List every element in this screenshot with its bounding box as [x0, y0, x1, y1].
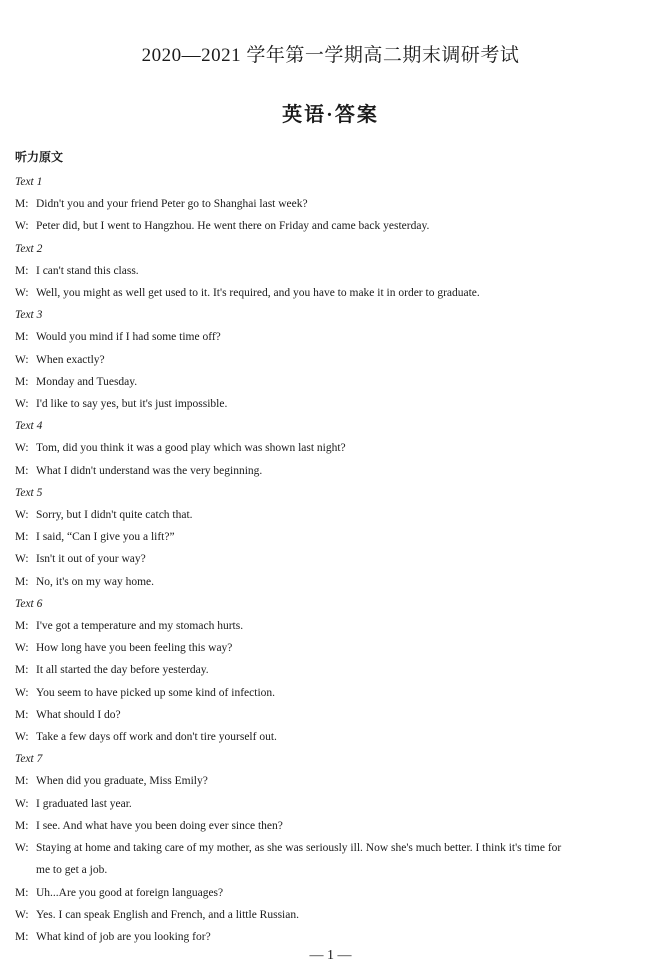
speaker-label: W:: [15, 731, 29, 744]
speaker-label: W:: [15, 442, 29, 455]
speaker-label: M:: [15, 620, 29, 633]
dialogue-line: [15, 215, 650, 237]
speaker-label: M:: [15, 819, 29, 832]
listening-transcript: [15, 149, 650, 948]
utterance-text: No, it's on my way home.: [36, 575, 155, 588]
dialogue-line: [15, 615, 650, 637]
utterance-text: I'd like to say yes, but it's just impossible.: [36, 398, 228, 411]
dialogue-line: [15, 393, 650, 415]
dialogue-line: [15, 726, 650, 748]
text-label: Text 3: [15, 309, 43, 322]
dialogue-line: [15, 682, 650, 704]
utterance-text: It all started the day before yesterday.: [36, 664, 209, 677]
speaker-label: M:: [15, 708, 29, 721]
speaker-label: M:: [15, 331, 29, 344]
dialogue-line: [15, 837, 650, 859]
utterance-text: I see. And what have you been doing ever since then?: [36, 819, 283, 832]
speaker-label: M:: [15, 264, 29, 277]
utterance-text: When exactly?: [36, 353, 105, 366]
speaker-label: W:: [15, 287, 29, 300]
section-title: 听力原文: [15, 150, 64, 164]
speaker-label: M:: [15, 531, 29, 544]
speaker-label: W:: [15, 398, 29, 411]
utterance-text: Staying at home and taking care of my mother, as she was seriously ill. Now she's much better. I think it's time for: [36, 842, 562, 855]
utterance-text: Uh...Are you good at foreign languages?: [36, 886, 224, 899]
speaker-label: M:: [15, 775, 29, 788]
dialogue-line: [15, 637, 650, 659]
dialogue-line: [15, 282, 650, 304]
speaker-label: W:: [15, 686, 29, 699]
utterance-text: Would you mind if I had some time off?: [36, 331, 221, 344]
utterance-text: I said, “Can I give you a lift?”: [36, 531, 175, 544]
utterance-text: I can't stand this class.: [36, 264, 139, 277]
text-label: Text 4: [15, 420, 43, 433]
utterance-text: How long have you been feeling this way?: [36, 642, 233, 655]
speaker-label: W:: [15, 220, 29, 233]
utterance-text: Tom, did you think it was a good play which was shown last night?: [36, 442, 346, 455]
dialogue-line: [15, 793, 650, 815]
dialogue-line: [15, 548, 650, 570]
utterance-text: Take a few days off work and don't tire yourself out.: [36, 731, 277, 744]
dialogue-line: [15, 326, 650, 348]
utterance-text: I graduated last year.: [36, 797, 132, 810]
dialogue-line: [15, 882, 650, 904]
text-label: Text 6: [15, 597, 43, 610]
page-number: — 1 —: [309, 948, 352, 963]
dialogue-line: [15, 526, 650, 548]
dialogue-line: [15, 904, 650, 926]
utterance-text: Well, you might as well get used to it. It's required, and you have to make it in order to graduate.: [36, 287, 480, 300]
speaker-label: W:: [15, 553, 29, 566]
dialogue-line: [15, 704, 650, 726]
speaker-label: M:: [15, 664, 29, 677]
speaker-label: M:: [15, 375, 29, 388]
text-label: Text 1: [15, 176, 43, 188]
utterance-text: What I didn't understand was the very beginning.: [36, 464, 263, 477]
speaker-label: W:: [15, 509, 29, 522]
utterance-text: You seem to have picked up some kind of infection.: [36, 686, 276, 699]
speaker-label: M:: [15, 575, 29, 588]
dialogue-line: [15, 571, 650, 593]
dialogue-line: [15, 770, 650, 792]
document-title: 2020—2021 学年第一学期高二期末调研考试: [141, 45, 520, 66]
speaker-label: W:: [15, 908, 29, 921]
dialogue-line: [15, 504, 650, 526]
dialogue-line: [15, 460, 650, 482]
speaker-label: M:: [15, 198, 29, 211]
utterance-text: Peter did, but I went to Hangzhou. He went there on Friday and came back yesterday.: [36, 220, 430, 233]
dialogue-line: [15, 349, 650, 371]
dialogue-line: [15, 926, 650, 948]
utterance-text: Sorry, but I didn't quite catch that.: [36, 509, 193, 522]
utterance-text: I've got a temperature and my stomach hurts.: [36, 620, 244, 633]
utterance-text: Monday and Tuesday.: [36, 375, 138, 388]
speaker-label: W:: [15, 642, 29, 655]
dialogue-line: [15, 659, 650, 681]
document-subtitle: 英语·答案: [282, 104, 379, 126]
dialogue-line: [15, 437, 650, 459]
utterance-text: What should I do?: [36, 708, 121, 721]
utterance-text: Yes. I can speak English and French, and a little Russian.: [36, 908, 299, 921]
utterance-text: When did you graduate, Miss Emily?: [36, 775, 208, 788]
dialogue-line: [15, 815, 650, 837]
speaker-label: M:: [15, 886, 29, 899]
dialogue-line: [15, 371, 650, 393]
text-label: Text 2: [15, 242, 43, 255]
speaker-label: W:: [15, 797, 29, 810]
speaker-label: M:: [15, 464, 29, 477]
utterance-text: Didn't you and your friend Peter go to Shanghai last week?: [36, 198, 308, 211]
text-label: Text 5: [15, 486, 43, 499]
speaker-label: W:: [15, 842, 29, 855]
speaker-label: W:: [15, 353, 29, 366]
utterance-text: Isn't it out of your way?: [36, 553, 146, 566]
utterance-continuation: me to get a job.: [36, 864, 108, 877]
utterance-text: What kind of job are you looking for?: [36, 930, 211, 943]
dialogue-line: [15, 260, 650, 282]
dialogue-line: [15, 193, 650, 215]
text-label: Text 7: [15, 753, 43, 766]
speaker-label: M:: [15, 930, 29, 943]
